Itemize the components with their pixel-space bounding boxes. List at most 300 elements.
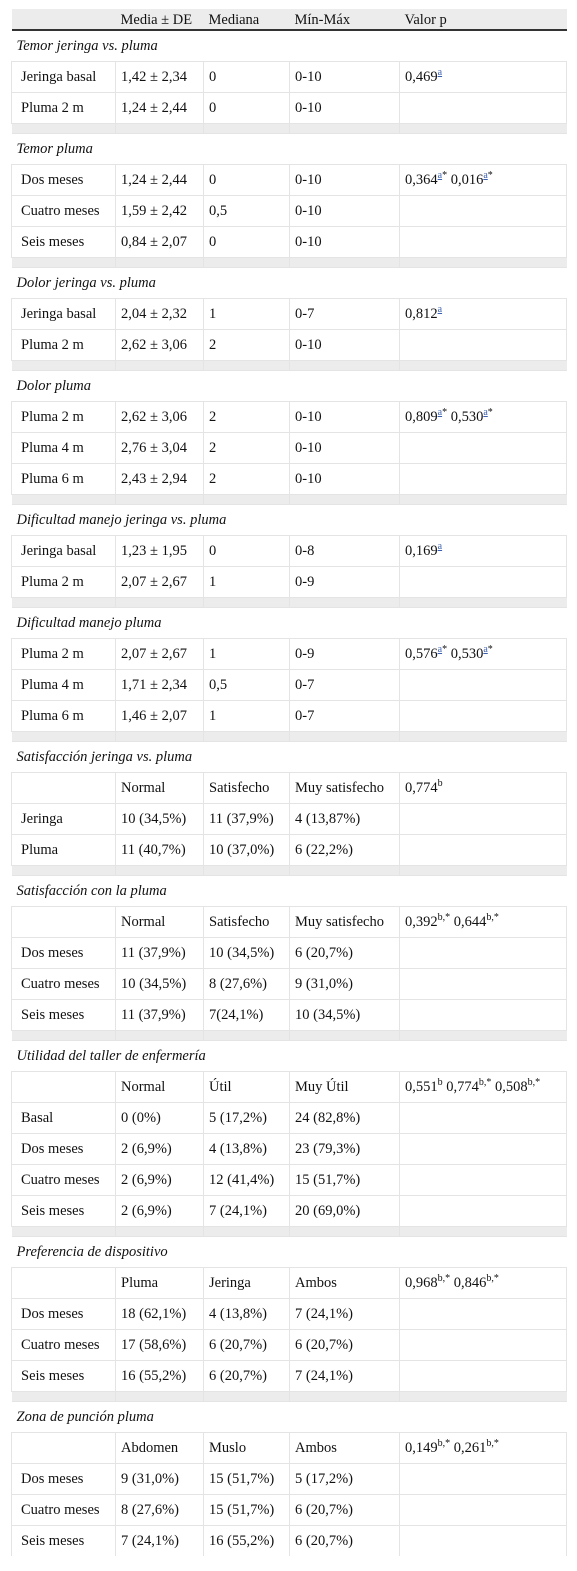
table-cell: 0-10 [290, 196, 400, 227]
section-title: Preferencia de dispositivo [12, 1237, 567, 1268]
spacer-cell [116, 495, 204, 505]
table-cell: 2,43 ± 2,94 [116, 464, 204, 495]
spacer-cell [204, 361, 290, 371]
spacer-cell [12, 1031, 116, 1041]
spacer-cell [12, 124, 116, 134]
section-title: Dificultad manejo pluma [12, 608, 567, 639]
table-cell: 10 (34,5%) [116, 969, 204, 1000]
table-row [12, 536, 567, 567]
section-spacer [12, 866, 567, 876]
table-cell: Cuatro meses [12, 196, 116, 227]
table-row [12, 464, 567, 495]
table-cell: Muy satisfecho [290, 907, 400, 938]
table-row [12, 1495, 567, 1526]
footnote-link[interactable]: a [437, 66, 443, 78]
table-row [12, 330, 567, 361]
spacer-cell [116, 258, 204, 268]
table-cell: 0-10 [290, 93, 400, 124]
spacer-cell [204, 258, 290, 268]
table-cell: 24 (82,8%) [290, 1103, 400, 1134]
section-title: Zona de punción pluma [12, 1402, 567, 1433]
table-cell [12, 1433, 116, 1464]
p-value-cell [400, 1464, 567, 1495]
p-value-cell [400, 402, 567, 433]
header-cell-range: Mín-Máx [290, 9, 400, 30]
table-row [12, 1134, 567, 1165]
table-cell: 0-10 [290, 464, 400, 495]
footnote-marker: b,* [527, 1076, 541, 1088]
footnote-link[interactable]: a [437, 406, 443, 418]
p-value-cell [400, 804, 567, 835]
table-cell: 2,62 ± 3,06 [116, 402, 204, 433]
p-value-cell [400, 1103, 567, 1134]
footnote-marker: * [487, 169, 493, 181]
table-cell: Muy satisfecho [290, 773, 400, 804]
table-cell: 4 (13,87%) [290, 804, 400, 835]
table-cell: 2 (6,9%) [116, 1196, 204, 1227]
p-value: 0,364 [405, 171, 438, 188]
spacer-cell [400, 1227, 567, 1237]
p-value: 0,809 [405, 408, 438, 425]
table-row [12, 1526, 567, 1557]
table-cell: 7 (24,1%) [290, 1299, 400, 1330]
table-row [12, 1165, 567, 1196]
spacer-cell [290, 124, 400, 134]
table-cell: 0-10 [290, 227, 400, 258]
table-cell: 2 (6,9%) [116, 1134, 204, 1165]
table-cell: 0 [204, 62, 290, 93]
spacer-cell [12, 1227, 116, 1237]
table-cell: 6 (20,7%) [290, 1526, 400, 1557]
table-cell: 2,62 ± 3,06 [116, 330, 204, 361]
p-value-cell [400, 536, 567, 567]
spacer-cell [400, 361, 567, 371]
table-row [12, 938, 567, 969]
table-row [12, 1330, 567, 1361]
footnote-marker: b [437, 777, 443, 789]
p-value: 0,261 [450, 1439, 487, 1456]
table-cell: Muslo [204, 1433, 290, 1464]
section-title-row [12, 371, 567, 402]
p-value: 0,149 [405, 1439, 438, 1456]
table-cell: Ambos [290, 1433, 400, 1464]
section-title: Dolor jeringa vs. pluma [12, 268, 567, 299]
footnote-marker: b,* [486, 1272, 499, 1284]
footnote-marker: b,* [437, 911, 451, 923]
p-value: 0,169 [405, 542, 438, 559]
table-cell: 15 (51,7%) [290, 1165, 400, 1196]
table-row [12, 773, 567, 804]
table-cell: Abdomen [116, 1433, 204, 1464]
footnote-marker: * [487, 643, 493, 655]
table-cell: 2 (6,9%) [116, 1165, 204, 1196]
table-row [12, 1196, 567, 1227]
p-value: 0,530 [447, 408, 484, 425]
section-spacer [12, 1031, 567, 1041]
p-value-cell [400, 1268, 567, 1299]
table-cell: Pluma 2 m [12, 639, 116, 670]
table-row [12, 639, 567, 670]
footnote-link[interactable]: a [483, 169, 488, 181]
p-value-cell [400, 567, 567, 598]
table-cell: 2 [204, 330, 290, 361]
footnote-link[interactable]: a [437, 643, 443, 655]
section-title: Utilidad del taller de enfermería [12, 1041, 567, 1072]
spacer-cell [12, 732, 116, 742]
p-value-cell [400, 1134, 567, 1165]
table-cell: Cuatro meses [12, 1165, 116, 1196]
table-row [12, 907, 567, 938]
section-title-row [12, 268, 567, 299]
spacer-cell [204, 124, 290, 134]
footnote-marker: * [442, 169, 448, 181]
table-cell: Cuatro meses [12, 1495, 116, 1526]
p-value-cell [400, 1000, 567, 1031]
table-cell: 20 (69,0%) [290, 1196, 400, 1227]
table-cell: 1,23 ± 1,95 [116, 536, 204, 567]
section-title-row [12, 1237, 567, 1268]
spacer-cell [116, 124, 204, 134]
table-row [12, 62, 567, 93]
p-value-cell [400, 1072, 567, 1103]
table-cell: 10 (37,0%) [204, 835, 290, 866]
table-cell: 0-9 [290, 567, 400, 598]
table-cell: Cuatro meses [12, 969, 116, 1000]
section-title: Satisfacción jeringa vs. pluma [12, 742, 567, 773]
p-value-cell [400, 907, 567, 938]
table-cell: 16 (55,2%) [204, 1526, 290, 1557]
table-row [12, 1072, 567, 1103]
table-cell: 2 [204, 433, 290, 464]
table-cell: 6 (20,7%) [290, 1495, 400, 1526]
table-row [12, 804, 567, 835]
table-cell: 0,84 ± 2,07 [116, 227, 204, 258]
table-cell: Pluma 2 m [12, 330, 116, 361]
p-value-cell [400, 433, 567, 464]
p-value: 0,576 [405, 645, 438, 662]
spacer-cell [116, 598, 204, 608]
table-cell: 18 (62,1%) [116, 1299, 204, 1330]
table-cell: 6 (20,7%) [290, 1330, 400, 1361]
table-cell: 11 (40,7%) [116, 835, 204, 866]
table-row [12, 567, 567, 598]
footnote-link[interactable]: a [437, 540, 443, 552]
table-cell: 1,71 ± 2,34 [116, 670, 204, 701]
spacer-cell [116, 1031, 204, 1041]
table-cell: 10 (34,5%) [116, 804, 204, 835]
table-cell: Cuatro meses [12, 1330, 116, 1361]
p-value: 0,469 [405, 68, 438, 85]
spacer-cell [12, 598, 116, 608]
table-cell: 15 (51,7%) [204, 1464, 290, 1495]
spacer-cell [204, 1227, 290, 1237]
footnote-link[interactable]: a [483, 406, 488, 418]
section-title-row [12, 1402, 567, 1433]
table-cell: Seis meses [12, 227, 116, 258]
spacer-cell [204, 1392, 290, 1402]
spacer-cell [290, 598, 400, 608]
table-cell: Pluma 4 m [12, 670, 116, 701]
table-cell: Satisfecho [204, 773, 290, 804]
table-cell: Pluma [12, 835, 116, 866]
table-cell: Seis meses [12, 1526, 116, 1557]
table-cell: 6 (20,7%) [204, 1330, 290, 1361]
table-cell: Pluma 6 m [12, 464, 116, 495]
footnote-marker: * [442, 643, 448, 655]
table-cell: 0,5 [204, 670, 290, 701]
spacer-cell [12, 361, 116, 371]
section-spacer [12, 124, 567, 134]
table-cell: 10 (34,5%) [204, 938, 290, 969]
p-value-cell [400, 639, 567, 670]
header-cell-pvalue: Valor p [400, 9, 567, 30]
table-cell: Útil [204, 1072, 290, 1103]
table-cell: 1,46 ± 2,07 [116, 701, 204, 732]
header-row [12, 9, 567, 30]
table-cell: Ambos [290, 1268, 400, 1299]
table-cell: 2,76 ± 3,04 [116, 433, 204, 464]
footnote-link[interactable]: a [437, 303, 443, 315]
p-value: 0,774 [405, 779, 438, 796]
table-cell: 16 (55,2%) [116, 1361, 204, 1392]
section-title-row [12, 742, 567, 773]
table-cell: 0-10 [290, 62, 400, 93]
footnote-marker: * [487, 406, 493, 418]
table-cell: 6 (20,7%) [204, 1361, 290, 1392]
p-value: 0,812 [405, 305, 438, 322]
table-cell: 17 (58,6%) [116, 1330, 204, 1361]
spacer-cell [400, 598, 567, 608]
table-cell: 7 (24,1%) [290, 1361, 400, 1392]
table-row [12, 227, 567, 258]
p-value-cell [400, 1196, 567, 1227]
spacer-cell [290, 1227, 400, 1237]
section-title-row [12, 134, 567, 165]
spacer-cell [400, 866, 567, 876]
p-value: 0,551 [405, 1078, 438, 1095]
footnote-marker: * [442, 406, 448, 418]
spacer-cell [116, 866, 204, 876]
p-value-cell [400, 165, 567, 196]
table-body [12, 30, 567, 1556]
table-cell: 1,59 ± 2,42 [116, 196, 204, 227]
section-title-row [12, 1041, 567, 1072]
table-cell: 2 [204, 464, 290, 495]
spacer-cell [12, 495, 116, 505]
section-title-row [12, 30, 567, 62]
section-spacer [12, 1227, 567, 1237]
table-cell: Satisfecho [204, 907, 290, 938]
table-cell: 0-9 [290, 639, 400, 670]
table-cell: Jeringa basal [12, 299, 116, 330]
p-value-cell [400, 938, 567, 969]
table-cell: 1 [204, 701, 290, 732]
table-row [12, 969, 567, 1000]
table-row [12, 93, 567, 124]
p-value-cell [400, 1330, 567, 1361]
table-row [12, 835, 567, 866]
table-cell: Jeringa basal [12, 536, 116, 567]
spacer-cell [204, 866, 290, 876]
table-cell: 0-7 [290, 670, 400, 701]
table-cell: Normal [116, 773, 204, 804]
table-cell: 1 [204, 639, 290, 670]
table-cell: 12 (41,4%) [204, 1165, 290, 1196]
table-cell: Pluma 2 m [12, 567, 116, 598]
spacer-cell [290, 1392, 400, 1402]
footnote-link[interactable]: a [483, 643, 488, 655]
footnote-marker: b,* [486, 911, 499, 923]
table-cell: 5 (17,2%) [290, 1464, 400, 1495]
p-value: 0,644 [450, 913, 487, 930]
spacer-cell [116, 732, 204, 742]
table-cell: Jeringa basal [12, 62, 116, 93]
p-value-cell [400, 701, 567, 732]
p-value-cell [400, 227, 567, 258]
table-cell: 23 (79,3%) [290, 1134, 400, 1165]
spacer-cell [116, 361, 204, 371]
table-row [12, 1361, 567, 1392]
table-cell: 0-10 [290, 402, 400, 433]
footnote-link[interactable]: a [437, 169, 443, 181]
table-row [12, 196, 567, 227]
section-spacer [12, 598, 567, 608]
table-row [12, 299, 567, 330]
spacer-cell [116, 1227, 204, 1237]
table-cell: Seis meses [12, 1361, 116, 1392]
p-value-cell [400, 196, 567, 227]
table-row [12, 1000, 567, 1031]
p-value-cell [400, 299, 567, 330]
table-cell: 8 (27,6%) [116, 1495, 204, 1526]
results-table [11, 9, 567, 1556]
table-cell: Jeringa [12, 804, 116, 835]
spacer-cell [290, 732, 400, 742]
table-row [12, 1464, 567, 1495]
p-value-cell [400, 1165, 567, 1196]
p-value-cell [400, 773, 567, 804]
table-cell: Dos meses [12, 165, 116, 196]
table-cell: 1,24 ± 2,44 [116, 93, 204, 124]
table-row [12, 1103, 567, 1134]
table-cell: 1 [204, 299, 290, 330]
table-cell: Dos meses [12, 938, 116, 969]
table-cell: 0-7 [290, 299, 400, 330]
footnote-marker: b,* [437, 1272, 451, 1284]
table-cell: Seis meses [12, 1196, 116, 1227]
section-title-row [12, 608, 567, 639]
table-row [12, 1268, 567, 1299]
spacer-cell [290, 258, 400, 268]
p-value: 0,508 [491, 1078, 528, 1095]
table-cell: 5 (17,2%) [204, 1103, 290, 1134]
spacer-cell [290, 361, 400, 371]
spacer-cell [400, 1392, 567, 1402]
table-cell: 11 (37,9%) [116, 938, 204, 969]
table-row [12, 1433, 567, 1464]
header-cell-median: Mediana [204, 9, 290, 30]
table-cell: 8 (27,6%) [204, 969, 290, 1000]
table-row [12, 433, 567, 464]
spacer-cell [290, 495, 400, 505]
section-title-row [12, 876, 567, 907]
section-spacer [12, 1392, 567, 1402]
table-cell: Pluma 2 m [12, 402, 116, 433]
section-title: Dolor pluma [12, 371, 567, 402]
table-cell: 0 [204, 93, 290, 124]
table-cell: 0 [204, 536, 290, 567]
p-value-cell [400, 969, 567, 1000]
table-row [12, 165, 567, 196]
spacer-cell [12, 1392, 116, 1402]
table-cell: 2,07 ± 2,67 [116, 567, 204, 598]
section-spacer [12, 495, 567, 505]
table-cell: 0-10 [290, 165, 400, 196]
section-spacer [12, 361, 567, 371]
table-cell: 1,42 ± 2,34 [116, 62, 204, 93]
table-cell [12, 1072, 116, 1103]
p-value-cell [400, 1495, 567, 1526]
table-cell: 0-10 [290, 433, 400, 464]
spacer-cell [116, 1392, 204, 1402]
table-cell: Normal [116, 1072, 204, 1103]
p-value-cell [400, 62, 567, 93]
header-cell-mean: Media ± DE [116, 9, 204, 30]
spacer-cell [290, 866, 400, 876]
table-cell: 6 (20,7%) [290, 938, 400, 969]
p-value: 0,530 [447, 645, 484, 662]
table-cell: Jeringa [204, 1268, 290, 1299]
table-cell: Basal [12, 1103, 116, 1134]
table-cell: Pluma 2 m [12, 93, 116, 124]
table-cell: 4 (13,8%) [204, 1299, 290, 1330]
table-cell: 7(24,1%) [204, 1000, 290, 1031]
table-cell: 10 (34,5%) [290, 1000, 400, 1031]
p-value-cell [400, 1299, 567, 1330]
spacer-cell [400, 495, 567, 505]
table-cell: 2,07 ± 2,67 [116, 639, 204, 670]
section-spacer [12, 732, 567, 742]
section-title: Dificultad manejo jeringa vs. pluma [12, 505, 567, 536]
spacer-cell [204, 1031, 290, 1041]
spacer-cell [400, 1031, 567, 1041]
section-title: Temor pluma [12, 134, 567, 165]
p-value-cell [400, 464, 567, 495]
table-cell: 6 (22,2%) [290, 835, 400, 866]
spacer-cell [12, 866, 116, 876]
p-value: 0,968 [405, 1274, 438, 1291]
table-cell [12, 773, 116, 804]
p-value: 0,016 [447, 171, 484, 188]
table-row [12, 670, 567, 701]
p-value: 0,846 [450, 1274, 487, 1291]
table-cell: 11 (37,9%) [204, 804, 290, 835]
table-cell: 2 [204, 402, 290, 433]
footnote-marker: b,* [486, 1437, 499, 1449]
table-cell: 1 [204, 567, 290, 598]
table-row [12, 701, 567, 732]
table-cell: 11 (37,9%) [116, 1000, 204, 1031]
p-value-cell [400, 835, 567, 866]
table-cell: Seis meses [12, 1000, 116, 1031]
table-cell: 1,24 ± 2,44 [116, 165, 204, 196]
table-cell: Muy Útil [290, 1072, 400, 1103]
table-cell: 9 (31,0%) [116, 1464, 204, 1495]
spacer-cell [204, 732, 290, 742]
table-cell: 2,04 ± 2,32 [116, 299, 204, 330]
section-title-row [12, 505, 567, 536]
spacer-cell [400, 124, 567, 134]
